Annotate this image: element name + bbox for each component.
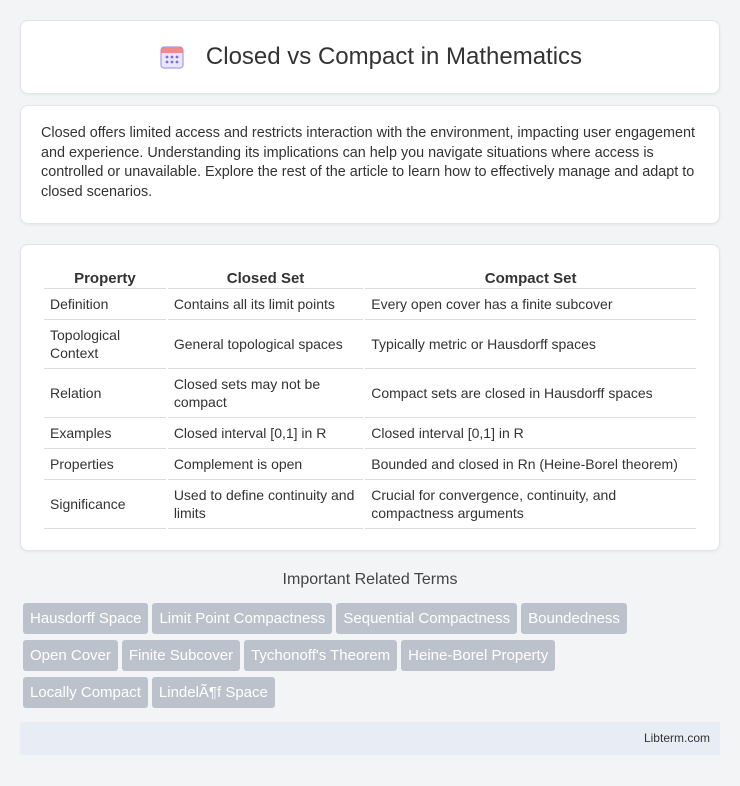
intro-text: Closed offers limited access and restricts interaction with the environment, impacting user engagement and experience. Understanding its implications can help you navigate situations where access is controlled or unavailable. Explore the rest of the article to learn how to effectively manage and adapt to closed scenarios. <box>41 125 696 200</box>
table-cell: General topological spaces <box>168 320 363 369</box>
table-cell: Closed interval [0,1] in R <box>168 418 363 449</box>
term-tag[interactable]: Finite Subcover <box>122 640 240 671</box>
table-cell: Contains all its limit points <box>168 289 363 320</box>
table-cell: Definition <box>44 289 166 320</box>
table-row <box>44 320 696 369</box>
comparison-table-card <box>20 244 720 551</box>
term-tag[interactable]: Tychonoff's Theorem <box>244 640 397 671</box>
table-cell: Closed interval [0,1] in R <box>365 418 696 449</box>
table-cell: Bounded and closed in Rn (Heine-Borel theorem) <box>365 449 696 480</box>
table-cell: Properties <box>44 449 166 480</box>
table-header-row <box>44 263 696 289</box>
term-tag[interactable]: Limit Point Compactness <box>152 603 332 634</box>
page-title: Closed vs Compact in Mathematics <box>205 43 583 70</box>
table-cell: Compact sets are closed in Hausdorff spaces <box>365 369 696 418</box>
table-cell: Crucial for convergence, continuity, and compactness arguments <box>365 480 696 529</box>
site-credit-link[interactable]: Libterm.com <box>643 731 710 745</box>
term-tag[interactable]: Open Cover <box>23 640 118 671</box>
term-tag[interactable]: Locally Compact <box>23 677 148 708</box>
table-row <box>44 418 696 449</box>
related-terms-list <box>23 603 723 714</box>
intro-card <box>20 105 720 224</box>
term-tag[interactable]: Heine-Borel Property <box>401 640 555 671</box>
term-tag[interactable]: LindelÃ¶f Space <box>152 677 275 708</box>
term-tag[interactable]: Sequential Compactness <box>336 603 517 634</box>
table-cell: Complement is open <box>168 449 363 480</box>
table-cell: Relation <box>44 369 166 418</box>
table-cell: Significance <box>44 480 166 529</box>
column-header: Compact Set <box>365 263 696 289</box>
table-row <box>44 289 696 320</box>
table-cell: Every open cover has a finite subcover <box>365 289 696 320</box>
table-cell: Typically metric or Hausdorff spaces <box>365 320 696 369</box>
table-cell: Used to define continuity and limits <box>168 480 363 529</box>
calendar-icon <box>158 43 186 71</box>
table-cell: Examples <box>44 418 166 449</box>
table-cell: Topological Context <box>44 320 166 369</box>
table-row <box>44 480 696 529</box>
comparison-table <box>42 263 698 529</box>
header-card <box>20 20 720 94</box>
footer <box>20 722 720 755</box>
term-tag[interactable]: Boundedness <box>521 603 627 634</box>
column-header: Property <box>44 263 166 289</box>
table-cell: Closed sets may not be compact <box>168 369 363 418</box>
column-header: Closed Set <box>168 263 363 289</box>
table-row <box>44 369 696 418</box>
table-row <box>44 449 696 480</box>
related-terms-title: Important Related Terms <box>282 571 458 588</box>
term-tag[interactable]: Hausdorff Space <box>23 603 148 634</box>
